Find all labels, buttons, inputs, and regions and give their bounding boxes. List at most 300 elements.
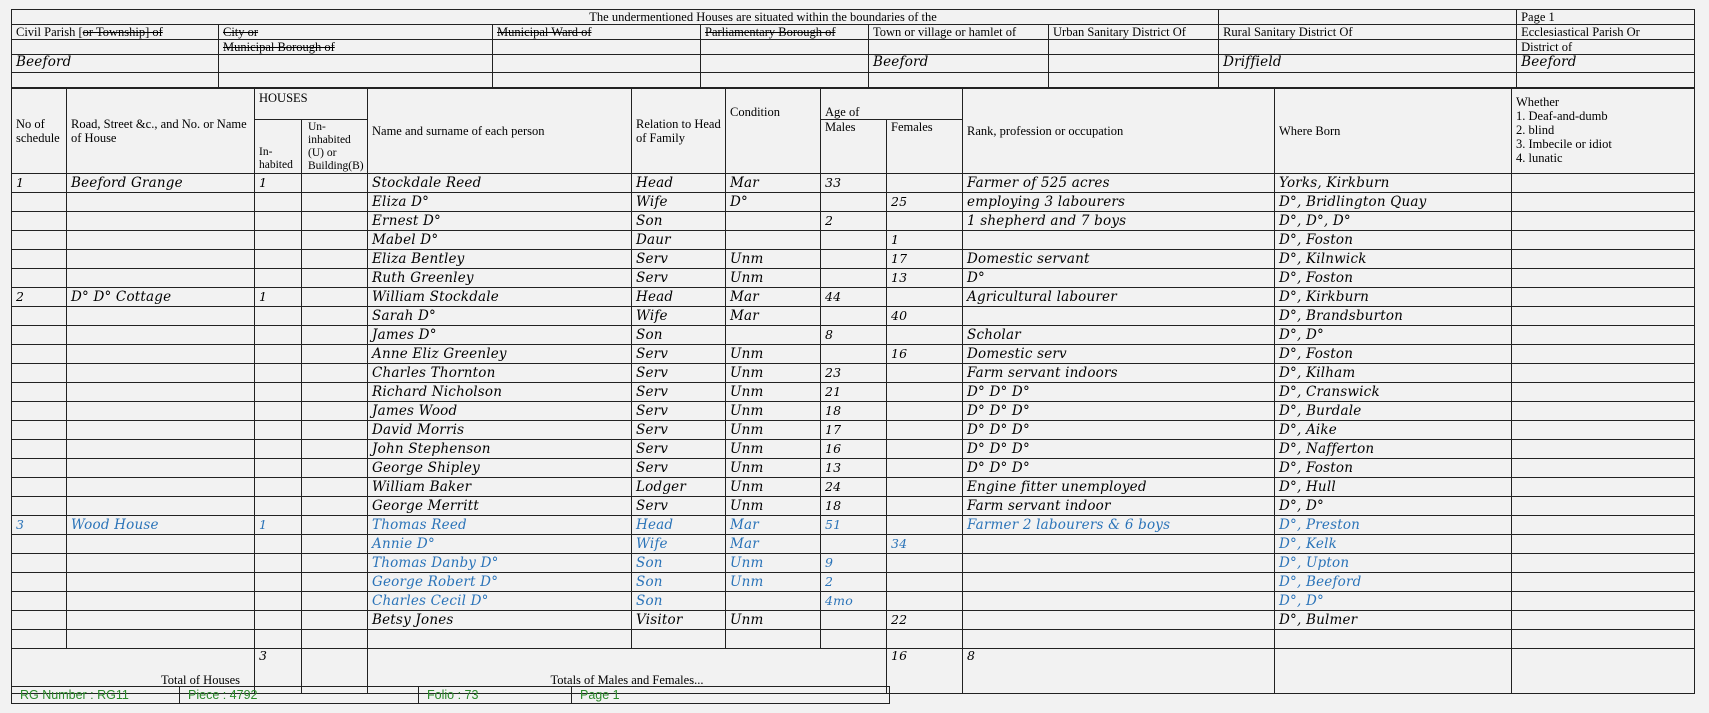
inhabited-cell [255, 573, 302, 592]
born-cell: D°, Kirkburn [1275, 288, 1512, 307]
occupation-cell: D° D° D° [963, 383, 1275, 402]
born-cell: D°, Aike [1275, 421, 1512, 440]
col-inhabited: In-habited [255, 120, 302, 174]
relation-cell: Wife [632, 535, 726, 554]
blank-cell [1219, 10, 1517, 25]
condition-cell: Mar [726, 307, 821, 326]
occupation-cell: D° [963, 269, 1275, 288]
whether-cell [1512, 630, 1695, 649]
occupation-cell: D° D° D° [963, 421, 1275, 440]
name-cell: Sarah D° [368, 307, 632, 326]
born-cell: D°, Foston [1275, 459, 1512, 478]
col-road: Road, Street &c., and No. or Name of House [67, 89, 255, 174]
males-cell: 33 [821, 174, 887, 193]
table-row [12, 516, 1695, 535]
table-row [12, 421, 1695, 440]
males-cell: 23 [821, 364, 887, 383]
inhabited-cell [255, 421, 302, 440]
condition-cell [726, 326, 821, 345]
eccl-label-1: Ecclesiastical Parish Or [1517, 25, 1695, 40]
col-uninhabited: Un-inhabited (U) or Building(B) [302, 120, 368, 174]
whether-cell [1512, 326, 1695, 345]
table-row [12, 440, 1695, 459]
table-row [12, 193, 1695, 212]
table-row [12, 592, 1695, 611]
inhabited-cell [255, 440, 302, 459]
whether-cell [1512, 478, 1695, 497]
condition-cell: Unm [726, 269, 821, 288]
road-cell [67, 212, 255, 231]
uninhabited-cell [302, 611, 368, 630]
name-cell: James Wood [368, 402, 632, 421]
relation-cell: Son [632, 592, 726, 611]
table-row [12, 459, 1695, 478]
whether-cell [1512, 269, 1695, 288]
relation-cell: Son [632, 326, 726, 345]
uninhabited-cell [302, 174, 368, 193]
road-cell: Beeford Grange [67, 174, 255, 193]
whether-cell [1512, 174, 1695, 193]
table-row [12, 231, 1695, 250]
inhabited-cell [255, 212, 302, 231]
inhabited-cell: 1 [255, 288, 302, 307]
whether-cell [1512, 592, 1695, 611]
table-row [12, 630, 1695, 649]
whether-cell [1512, 288, 1695, 307]
relation-cell: Son [632, 212, 726, 231]
males-cell [821, 193, 887, 212]
schedule-cell [12, 326, 67, 345]
whether-cell [1512, 212, 1695, 231]
whether-cell [1512, 345, 1695, 364]
inhabited-cell [255, 269, 302, 288]
name-cell: William Stockdale [368, 288, 632, 307]
table-row [12, 535, 1695, 554]
road-cell [67, 326, 255, 345]
name-cell: Charles Thornton [368, 364, 632, 383]
eccl-value: Beeford [1517, 55, 1695, 73]
uninhabited-cell [302, 212, 368, 231]
table-row [12, 212, 1695, 231]
road-cell [67, 554, 255, 573]
males-cell [821, 611, 887, 630]
relation-cell: Wife [632, 307, 726, 326]
table-row [12, 497, 1695, 516]
born-cell: D°, Hull [1275, 478, 1512, 497]
uninhabited-cell [302, 592, 368, 611]
schedule-cell [12, 459, 67, 478]
schedule-cell [12, 592, 67, 611]
born-cell: D°, Foston [1275, 345, 1512, 364]
condition-cell: Unm [726, 611, 821, 630]
inhabited-cell [255, 459, 302, 478]
uninhabited-cell [302, 573, 368, 592]
uninhabited-cell [302, 364, 368, 383]
table-row [12, 383, 1695, 402]
schedule-cell: 3 [12, 516, 67, 535]
relation-cell: Serv [632, 497, 726, 516]
males-cell [821, 269, 887, 288]
census-rows [12, 174, 1695, 649]
males-cell: 9 [821, 554, 887, 573]
inhabited-cell [255, 630, 302, 649]
road-cell [67, 440, 255, 459]
born-cell: D°, Kelk [1275, 535, 1512, 554]
col-occupation: Rank, profession or occupation [963, 89, 1275, 174]
road-cell [67, 478, 255, 497]
occupation-cell [963, 231, 1275, 250]
schedule-cell: 1 [12, 174, 67, 193]
road-cell: D° D° Cottage [67, 288, 255, 307]
relation-cell: Daur [632, 231, 726, 250]
uninhabited-cell [302, 630, 368, 649]
inhabited-cell [255, 231, 302, 250]
condition-cell: Unm [726, 250, 821, 269]
col-age-of: Age of [821, 89, 963, 120]
name-cell: Anne Eliz Greenley [368, 345, 632, 364]
born-cell [1275, 630, 1512, 649]
whether-cell [1512, 193, 1695, 212]
females-cell [887, 459, 963, 478]
born-cell: D°, D° [1275, 326, 1512, 345]
males-cell: 17 [821, 421, 887, 440]
uninhabited-cell [302, 440, 368, 459]
whether-cell [1512, 364, 1695, 383]
males-cell: 24 [821, 478, 887, 497]
table-row [12, 345, 1695, 364]
name-cell: Thomas Reed [368, 516, 632, 535]
condition-cell: Unm [726, 364, 821, 383]
born-cell: D°, Kilnwick [1275, 250, 1512, 269]
road-cell [67, 497, 255, 516]
relation-cell: Son [632, 554, 726, 573]
schedule-cell [12, 421, 67, 440]
table-row [12, 573, 1695, 592]
whether-cell [1512, 497, 1695, 516]
occupation-cell: D° D° D° [963, 459, 1275, 478]
name-cell: George Robert D° [368, 573, 632, 592]
occupation-cell [963, 573, 1275, 592]
uninhabited-cell [302, 402, 368, 421]
males-cell: 18 [821, 497, 887, 516]
whether-cell [1512, 459, 1695, 478]
road-cell [67, 231, 255, 250]
schedule-cell [12, 269, 67, 288]
condition-cell [726, 212, 821, 231]
males-cell: 44 [821, 288, 887, 307]
eccl-label-2: District of [1517, 40, 1695, 55]
name-cell: David Morris [368, 421, 632, 440]
page-number: Page 1 [580, 688, 620, 702]
inhabited-cell: 1 [255, 174, 302, 193]
road-cell [67, 573, 255, 592]
males-cell [821, 345, 887, 364]
males-cell: 8 [821, 326, 887, 345]
name-cell: William Baker [368, 478, 632, 497]
inhabited-cell [255, 592, 302, 611]
schedule-cell [12, 611, 67, 630]
schedule-cell [12, 402, 67, 421]
occupation-cell: D° D° D° [963, 440, 1275, 459]
boundary-header [11, 9, 1695, 88]
civil-parish-value: Beeford [12, 55, 219, 73]
females-cell [887, 497, 963, 516]
whether-cell [1512, 440, 1695, 459]
inhabited-cell [255, 364, 302, 383]
road-cell [67, 421, 255, 440]
schedule-cell [12, 630, 67, 649]
condition-cell: D° [726, 193, 821, 212]
condition-cell: Unm [726, 497, 821, 516]
municipal-borough-label: Municipal Borough of [219, 40, 493, 55]
col-name: Name and surname of each person [368, 89, 632, 174]
town-label: Town or village or hamlet of [869, 25, 1049, 40]
name-cell: John Stephenson [368, 440, 632, 459]
born-cell: D°, Preston [1275, 516, 1512, 535]
females-total: 8 [963, 649, 1275, 694]
name-cell: James D° [368, 326, 632, 345]
uninhabited-cell [302, 250, 368, 269]
relation-cell: Son [632, 573, 726, 592]
relation-cell [632, 630, 726, 649]
schedule-cell [12, 573, 67, 592]
inhabited-cell [255, 535, 302, 554]
uninhabited-cell [302, 193, 368, 212]
occupation-cell: employing 3 labourers [963, 193, 1275, 212]
uninhabited-cell [302, 288, 368, 307]
males-cell: 2 [821, 573, 887, 592]
condition-cell: Mar [726, 535, 821, 554]
females-cell: 22 [887, 611, 963, 630]
name-cell: Ruth Greenley [368, 269, 632, 288]
relation-cell: Serv [632, 440, 726, 459]
relation-cell: Wife [632, 193, 726, 212]
males-cell: 13 [821, 459, 887, 478]
males-cell: 51 [821, 516, 887, 535]
road-cell [67, 611, 255, 630]
occupation-cell: Engine fitter unemployed [963, 478, 1275, 497]
uninhabited-cell [302, 478, 368, 497]
inhabited-cell [255, 497, 302, 516]
relation-cell: Serv [632, 402, 726, 421]
uninhabited-cell [302, 459, 368, 478]
road-cell [67, 269, 255, 288]
born-cell: D°, Burdale [1275, 402, 1512, 421]
schedule-cell [12, 535, 67, 554]
occupation-cell [963, 630, 1275, 649]
males-cell [821, 307, 887, 326]
schedule-cell [12, 307, 67, 326]
uninhabited-cell [302, 554, 368, 573]
name-cell: Mabel D° [368, 231, 632, 250]
relation-cell: Head [632, 174, 726, 193]
table-row [12, 402, 1695, 421]
table-row [12, 478, 1695, 497]
occupation-cell: Farmer 2 labourers & 6 boys [963, 516, 1275, 535]
schedule-cell [12, 193, 67, 212]
relation-cell: Serv [632, 250, 726, 269]
name-cell: Richard Nicholson [368, 383, 632, 402]
females-cell [887, 516, 963, 535]
occupation-cell [963, 592, 1275, 611]
uninhabited-cell [302, 383, 368, 402]
occupation-cell: D° D° D° [963, 402, 1275, 421]
occupation-cell [963, 611, 1275, 630]
name-cell: Annie D° [368, 535, 632, 554]
name-cell: Betsy Jones [368, 611, 632, 630]
occupation-cell: Domestic serv [963, 345, 1275, 364]
males-cell [821, 535, 887, 554]
schedule-cell [12, 554, 67, 573]
col-condition: Condition [726, 89, 821, 174]
relation-cell: Serv [632, 383, 726, 402]
relation-cell: Head [632, 516, 726, 535]
condition-cell [726, 231, 821, 250]
col-born: Where Born [1275, 89, 1512, 174]
schedule-cell [12, 440, 67, 459]
inhabited-cell [255, 326, 302, 345]
born-cell: D°, Nafferton [1275, 440, 1512, 459]
municipal-ward-label: Municipal Ward of [493, 25, 701, 40]
females-cell: 16 [887, 345, 963, 364]
condition-cell: Unm [726, 345, 821, 364]
occupation-cell: Domestic servant [963, 250, 1275, 269]
col-whether: Whether 1. Deaf-and-dumb 2. blind 3. Imbecile or idiot 4. lunatic [1512, 89, 1695, 174]
schedule-cell [12, 478, 67, 497]
females-cell: 13 [887, 269, 963, 288]
males-cell: 16 [821, 440, 887, 459]
table-row [12, 174, 1695, 193]
whether-cell [1512, 516, 1695, 535]
table-row [12, 554, 1695, 573]
relation-cell: Head [632, 288, 726, 307]
rural-value: Driffield [1219, 55, 1517, 73]
col-houses: HOUSES [255, 89, 368, 120]
occupation-cell: Agricultural labourer [963, 288, 1275, 307]
totals-mf-label: Totals of Males and Females... [368, 649, 887, 694]
condition-cell: Unm [726, 554, 821, 573]
condition-cell: Unm [726, 440, 821, 459]
boundaries-title: The undermentioned Houses are situated within the boundaries of the [12, 10, 1219, 25]
males-cell: 18 [821, 402, 887, 421]
born-cell: Yorks, Kirkburn [1275, 174, 1512, 193]
occupation-cell [963, 307, 1275, 326]
males-cell [821, 630, 887, 649]
census-table [11, 88, 1695, 694]
born-cell: D°, Cranswick [1275, 383, 1512, 402]
table-row [12, 611, 1695, 630]
inhabited-cell [255, 193, 302, 212]
females-cell [887, 174, 963, 193]
born-cell: D°, Brandsburton [1275, 307, 1512, 326]
table-row [12, 250, 1695, 269]
schedule-cell [12, 345, 67, 364]
uninhabited-cell [302, 345, 368, 364]
condition-cell: Unm [726, 402, 821, 421]
schedule-cell [12, 383, 67, 402]
col-relation: Relation to Head of Family [632, 89, 726, 174]
col-females: Females [887, 120, 963, 174]
piece-number: Piece : 4792 [180, 687, 419, 703]
inhabited-cell [255, 478, 302, 497]
condition-cell [726, 630, 821, 649]
relation-cell: Lodger [632, 478, 726, 497]
rural-label: Rural Sanitary District Of [1219, 25, 1517, 40]
table-row [12, 269, 1695, 288]
inhabited-cell [255, 611, 302, 630]
uninhabited-cell [302, 421, 368, 440]
city-label: City or [219, 25, 493, 40]
inhabited-cell [255, 383, 302, 402]
females-cell [887, 630, 963, 649]
uninhabited-cell [302, 535, 368, 554]
col-males: Males [821, 120, 887, 174]
females-cell [887, 383, 963, 402]
occupation-cell [963, 535, 1275, 554]
civil-parish-label: Civil Parish [or Township] of [12, 25, 219, 40]
females-cell [887, 421, 963, 440]
table-row [12, 307, 1695, 326]
name-cell: Stockdale Reed [368, 174, 632, 193]
relation-cell: Serv [632, 421, 726, 440]
whether-cell [1512, 402, 1695, 421]
condition-cell: Unm [726, 478, 821, 497]
females-cell [887, 592, 963, 611]
females-cell [887, 212, 963, 231]
occupation-cell: 1 shepherd and 7 boys [963, 212, 1275, 231]
rg-number: RG Number : RG11 [12, 687, 180, 703]
name-cell: Ernest D° [368, 212, 632, 231]
relation-cell: Serv [632, 364, 726, 383]
road-cell [67, 383, 255, 402]
uninhabited-cell [302, 497, 368, 516]
uninhabited-cell [302, 269, 368, 288]
table-row [12, 364, 1695, 383]
schedule-cell: 2 [12, 288, 67, 307]
born-cell: D°, Foston [1275, 269, 1512, 288]
occupation-cell [963, 554, 1275, 573]
condition-cell: Unm [726, 383, 821, 402]
born-cell: D°, D° [1275, 592, 1512, 611]
name-cell: Charles Cecil D° [368, 592, 632, 611]
town-value: Beeford [869, 55, 1049, 73]
females-cell [887, 440, 963, 459]
inhabited-cell [255, 554, 302, 573]
born-cell: D°, Beeford [1275, 573, 1512, 592]
schedule-cell [12, 250, 67, 269]
road-cell [67, 402, 255, 421]
males-cell: 2 [821, 212, 887, 231]
name-cell: George Shipley [368, 459, 632, 478]
condition-cell: Mar [726, 516, 821, 535]
condition-cell: Mar [726, 174, 821, 193]
relation-cell: Visitor [632, 611, 726, 630]
females-cell [887, 554, 963, 573]
males-cell: 4mo [821, 592, 887, 611]
whether-cell [1512, 573, 1695, 592]
road-cell [67, 250, 255, 269]
relation-cell: Serv [632, 459, 726, 478]
born-cell: D°, Foston [1275, 231, 1512, 250]
females-cell [887, 573, 963, 592]
road-cell [67, 345, 255, 364]
condition-cell: Mar [726, 288, 821, 307]
relation-cell: Serv [632, 345, 726, 364]
males-cell [821, 231, 887, 250]
females-cell: 1 [887, 231, 963, 250]
females-cell [887, 288, 963, 307]
condition-cell: Unm [726, 573, 821, 592]
